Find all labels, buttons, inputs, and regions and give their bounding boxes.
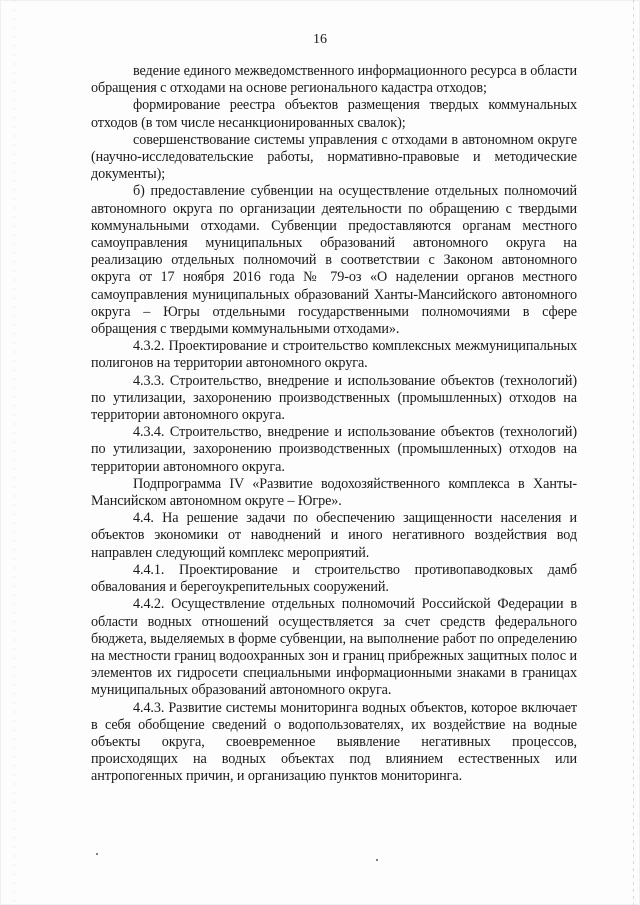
paragraph-4-4: 4.4. На решение задачи по обеспечению защищенности населения и объектов экономики от наводнений и иного негативного воздействия вод направлен следующий комплекс мероприятий. (91, 510, 577, 561)
page-number: 16 (313, 32, 327, 47)
paragraph-4-3-2: 4.3.2. Проектирование и строительство комплексных межмуниципальных полигонов на территории автономного округа. (91, 338, 577, 372)
document-body (91, 63, 577, 786)
paragraph-registry: ведение единого межведомственного информационного ресурса в области обращения с отходами на основе регионального кадастра отходов; (91, 63, 577, 97)
scan-speck (376, 859, 378, 861)
scan-edge-left (14, 0, 15, 905)
paragraph-register-sites: формирование реестра объектов размещения твердых коммунальных отходов (в том числе несанкционированных свалок); (91, 97, 577, 131)
paragraph-subprogram-iv: Подпрограмма IV «Развитие водохозяйственного комплекса в Ханты-Мансийском автономном округе – Югре». (91, 475, 577, 510)
paragraph-4-4-2: 4.4.2. Осуществление отдельных полномочий Российской Федерации в области водных отношений осуществляется за счет средств федерального бюджета, выделяемых в форме субвенции, на выполнение работ по определению на местности границ водоохранных зон и границ прибрежных защитных полос и элементов их гидросети специальными информационными знаками в границах муниципальных образований автономного округа. (91, 596, 577, 699)
paragraph-4-4-1: 4.4.1. Проектирование и строительство противопаводковых дамб обвалования и берегоукрепительных сооружений. (91, 561, 577, 596)
paragraph-4-4-3: 4.4.3. Развитие системы мониторинга водных объектов, которое включает в себя обобщение сведений о водопользователях, их воздействие на водные объекты округа, своевременное выявление негативных процессов, происходящих на водных объектах под влиянием естественных или антропогенных причин, и организацию пунктов мониторинга. (91, 699, 577, 785)
paragraph-management-system: совершенствование системы управления с отходами в автономном округе (научно-исследовательские работы, нормативно-правовые и методические документы); (91, 131, 577, 183)
paragraph-4-3-4: 4.3.4. Строительство, внедрение и использование объектов (технологий) по утилизации, захоронению производственных (промышленных) отходов на территории автономного округа. (91, 424, 577, 475)
scan-edge-right (633, 0, 634, 905)
paragraph-4-3-3: 4.3.3. Строительство, внедрение и использование объектов (технологий) по утилизации, захоронению производственных (промышленных) отходов на территории автономного округа. (91, 372, 577, 424)
scan-speck (96, 853, 98, 855)
paragraph-subvention: б) предоставление субвенции на осуществление отдельных полномочий автономного округа по организации деятельности по обращению с твердыми коммунальными отходами. Субвенции предоставляются органам местного самоуправления муниципальных образований автономного округа на реализацию отдельных полномочий в соответствии с Законом автономного округа от 17 ноября 2016 года № 79-оз «О наделении органов местного самоуправления муниципальных образований Ханты-Мансийского автономного округа – Югры отдельными государственными полномочиями в сфере обращения с твердыми коммунальными отходами». (91, 183, 577, 338)
